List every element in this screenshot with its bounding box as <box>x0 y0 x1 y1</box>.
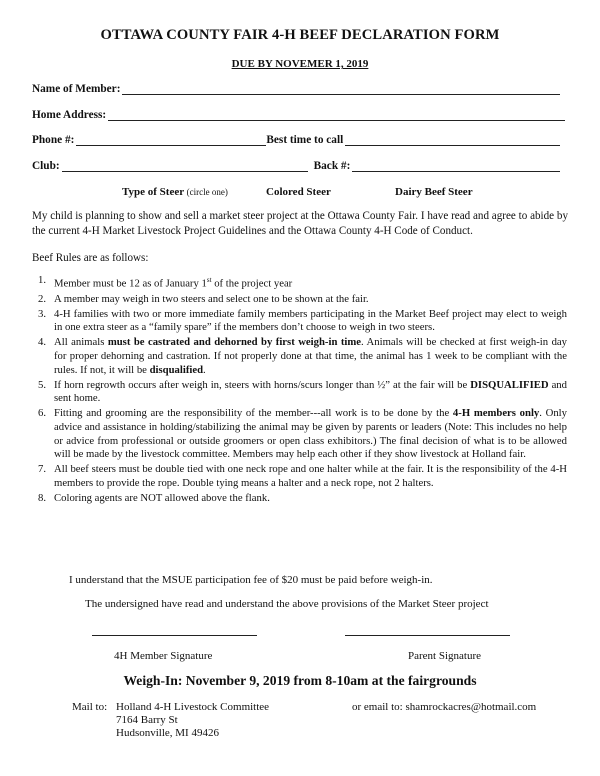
list-item: 5. If horn regrowth occurs after weigh in, steers with horns/scurs longer than ½” at the fair will be DISQUALIFIED and sent home. <box>38 378 567 405</box>
parent-signature-line[interactable] <box>345 635 510 636</box>
member-signature-line[interactable] <box>92 635 257 636</box>
due-date: DUE BY NOVEMER 1, 2019 <box>231 58 369 70</box>
colored-steer-option[interactable]: Colored Steer <box>266 186 331 198</box>
club-label: Club: <box>32 160 60 172</box>
list-item: 1. Member must be 12 as of January 1st of the project year <box>38 274 293 290</box>
phone-label: Phone #: <box>32 134 75 146</box>
home-address-input[interactable] <box>108 109 565 121</box>
rules-list <box>32 274 567 507</box>
intro-paragraph: My child is planning to show and sell a market steer project at the Ottawa County Fair. I have read and agree to abide by the current 4-H Market Livestock Project Guidelines and the Ottawa County 4-H Code of Conduct. <box>32 210 568 237</box>
list-item: 3. 4-H families with two or more immediate family members participating in the Market Beef project may elect to weigh in one extra steer as a “family spare” if the members don’t choose to weigh in two steers. <box>38 307 567 334</box>
undersigned-statement: The undersigned have read and understand the above provisions of the Market Steer project <box>85 598 489 610</box>
best-time-input[interactable] <box>345 134 560 146</box>
mail-line-1: Holland 4-H Livestock Committee <box>116 701 270 713</box>
list-item: 8. Coloring agents are NOT allowed above the flank. <box>38 491 270 504</box>
best-time-label: Best time to call <box>266 134 344 146</box>
back-number-label: Back #: <box>313 160 351 172</box>
rules-heading: Beef Rules are as follows: <box>32 252 149 264</box>
home-address-row <box>32 109 565 121</box>
list-item: 6. Fitting and grooming are the responsibility of the member---all work is to be done by the 4-H members only. Only advice and assistance in holding/stabilizing the animal may be given by parents or leaders (Note: This includes no help or advice from professional or outside groomers or open class exhibitors.) The final decision of what is to be allowed will be made by the livestock committee. Members may help each other if they show livestock at Holland fair. <box>38 407 567 461</box>
steer-type-hint: (circle one) <box>186 187 228 197</box>
email-contact: or email to: shamrockacres@hotmail.com <box>352 701 537 713</box>
list-item: 7. All beef steers must be double tied with one neck rope and one halter while at the fair. It is the responsibility of the 4-H members to provide the rope. Double tying means a halter and a neck rope, not 2 halters. <box>38 463 567 489</box>
club-input[interactable] <box>62 160 308 172</box>
fee-statement: I understand that the MSUE participation fee of $20 must be paid before weigh-in. <box>69 574 433 586</box>
mail-label: Mail to: <box>72 701 108 713</box>
parent-signature-label: Parent Signature <box>408 650 482 662</box>
mail-line-2: 7164 Barry St <box>116 714 178 726</box>
phone-input[interactable] <box>76 134 266 146</box>
list-item: 2. A member may weigh in two steers and select one to be shown at the fair. <box>38 292 369 305</box>
back-number-input[interactable] <box>352 160 560 172</box>
list-item: 4. All animals must be castrated and dehorned by first weigh-in time. Animals will be checked at first weigh-in day for proper dehorning and castration. If not properly done at that time, the animal has 1 week to be compliant with the rules. If not, it will be disqualified. <box>38 336 567 376</box>
member-name-input[interactable] <box>122 83 560 95</box>
member-signature-label: 4H Member Signature <box>114 650 213 662</box>
home-address-label: Home Address: <box>32 109 107 121</box>
club-row <box>32 160 560 172</box>
member-name-row <box>32 83 560 95</box>
member-name-label: Name of Member: <box>32 83 121 95</box>
weigh-in-notice: Weigh-In: November 9, 2019 from 8-10am at the fairgrounds <box>123 673 477 688</box>
phone-row <box>32 134 560 146</box>
mail-address <box>116 701 269 740</box>
form-title: OTTAWA COUNTY FAIR 4-H BEEF DECLARATION FORM <box>100 27 500 43</box>
dairy-beef-steer-option[interactable]: Dairy Beef Steer <box>395 186 473 198</box>
steer-type-label: Type of Steer (circle one) <box>122 186 228 198</box>
mail-line-3: Hudsonville, MI 49426 <box>116 727 219 739</box>
